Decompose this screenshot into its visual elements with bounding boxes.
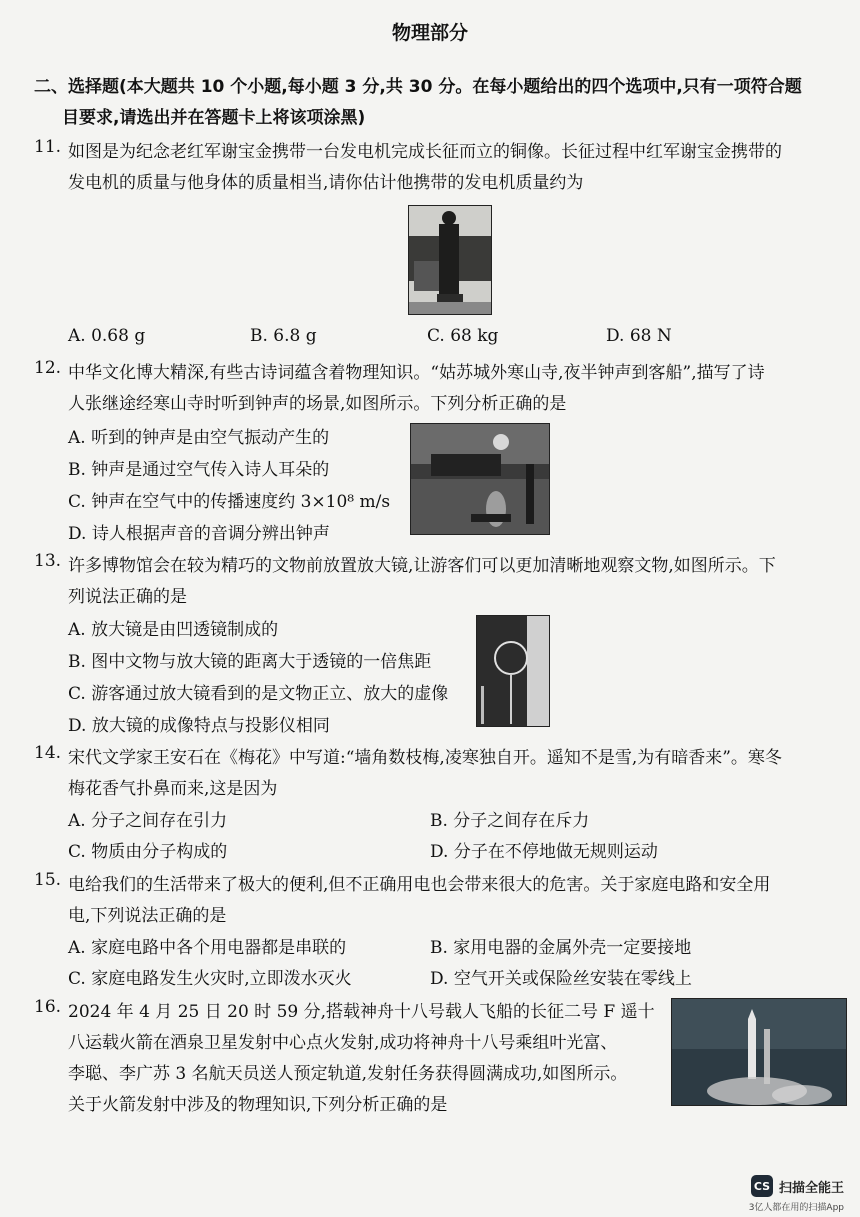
q16-stem-line1: 2024 年 4 月 25 日 20 时 59 分,搭载神舟十八号载人飞船的长征二号 F 遥十	[68, 1002, 655, 1022]
q15-option-c: C. 家庭电路发生火灾时,立即泼水灭火	[68, 969, 352, 989]
q11-statue-photo	[408, 205, 492, 315]
q14-option-a: A. 分子之间存在引力	[68, 811, 228, 831]
section-header-line1: 二、选择题(本大题共 10 个小题,每小题 3 分,共 30 分。在每小题给出的四个选项中,只有一项符合题	[34, 77, 802, 97]
rocket-launch-image-icon	[672, 999, 846, 1105]
q16-stem-line2: 八运载火箭在酒泉卫星发射中心点火发射,成功将神舟十八号乘组叶光富、	[68, 1033, 618, 1053]
q12-option-b: B. 钟声是通过空气传入诗人耳朵的	[68, 460, 330, 480]
scanner-app-logo	[751, 1175, 844, 1197]
q13-stem-line1: 许多博物馆会在较为精巧的文物前放置放大镜,让游客们可以更加清晰地观察文物,如图所示。下	[68, 556, 776, 576]
q13-stem-line2: 列说法正确的是	[68, 587, 187, 607]
q14-option-b: B. 分子之间存在斥力	[430, 811, 590, 831]
q14-stem-line2: 梅花香气扑鼻而来,这是因为	[68, 779, 278, 799]
q11-option-c: C. 68 kg	[427, 326, 499, 346]
q13-magnifier-photo	[476, 615, 550, 727]
q12-stem-line1: 中华文化博大精深,有些古诗词蕴含着物理知识。“姑苏城外寒山寺,夜半钟声到客船”,描写了诗	[68, 363, 765, 383]
magnifier-image-icon	[477, 616, 549, 726]
q14-option-c: C. 物质由分子构成的	[68, 842, 228, 862]
q11-option-d: D. 68 N	[606, 326, 672, 346]
q12-number: 12.	[34, 358, 62, 378]
q15-stem-line1: 电给我们的生活带来了极大的便利,但不正确用电也会带来很大的危害。关于家庭电路和安全用	[68, 875, 771, 895]
q16-stem-line3: 李聪、李广苏 3 名航天员送人预定轨道,发射任务获得圆满成功,如图所示。	[68, 1064, 628, 1084]
statue-image-icon	[409, 206, 491, 314]
q14-stem-line1: 宋代文学家王安石在《梅花》中写道:“墙角数枝梅,凌寒独自开。遥知不是雪,为有暗香来”。寒冬	[68, 748, 782, 768]
section-header-line2: 目要求,请选出并在答题卡上将该项涂黑)	[62, 108, 366, 128]
q12-temple-night-photo	[410, 423, 550, 535]
q13-number: 13.	[34, 551, 62, 571]
q15-option-a: A. 家庭电路中各个用电器都是串联的	[68, 938, 347, 958]
q16-number: 16.	[34, 997, 62, 1017]
q14-option-d: D. 分子在不停地做无规则运动	[430, 842, 658, 862]
q12-option-c: C. 钟声在空气中的传播速度约 3×10⁸ m/s	[68, 492, 391, 512]
q14-number: 14.	[34, 743, 62, 763]
q13-option-b: B. 图中文物与放大镜的距离大于透镜的一倍焦距	[68, 652, 432, 672]
q12-stem-line2: 人张继途经寒山寺时听到钟声的场景,如图所示。下列分析正确的是	[68, 394, 567, 414]
cs-logo-icon: CS	[751, 1175, 773, 1197]
app-tagline: 3亿人都在用的扫描App	[748, 1203, 844, 1213]
q11-option-a: A. 0.68 g	[68, 326, 146, 346]
q15-option-b: B. 家用电器的金属外壳一定要接地	[430, 938, 692, 958]
app-name: 扫描全能王	[778, 1180, 844, 1196]
q13-option-c: C. 游客通过放大镜看到的是文物正立、放大的虚像	[68, 684, 449, 704]
night-scene-image-icon	[411, 424, 549, 534]
q16-rocket-launch-photo	[671, 998, 847, 1106]
q11-number: 11.	[34, 137, 62, 157]
q12-option-a: A. 听到的钟声是由空气振动产生的	[68, 428, 330, 448]
q13-option-a: A. 放大镜是由凹透镜制成的	[68, 620, 279, 640]
q15-number: 15.	[34, 870, 62, 890]
q15-stem-line2: 电,下列说法正确的是	[68, 906, 227, 926]
q16-stem-line4: 关于火箭发射中涉及的物理知识,下列分析正确的是	[68, 1095, 448, 1115]
q11-stem-line2: 发电机的质量与他身体的质量相当,请你估计他携带的发电机质量约为	[68, 173, 584, 193]
page-title: 物理部分	[391, 22, 468, 44]
q12-option-d: D. 诗人根据声音的音调分辨出钟声	[68, 524, 330, 544]
q11-option-b: B. 6.8 g	[250, 326, 317, 346]
q15-option-d: D. 空气开关或保险丝安装在零线上	[430, 969, 692, 989]
q13-option-d: D. 放大镜的成像特点与投影仪相同	[68, 716, 330, 736]
q11-stem-line1: 如图是为纪念老红军谢宝金携带一台发电机完成长征而立的铜像。长征过程中红军谢宝金携带的	[68, 142, 782, 162]
